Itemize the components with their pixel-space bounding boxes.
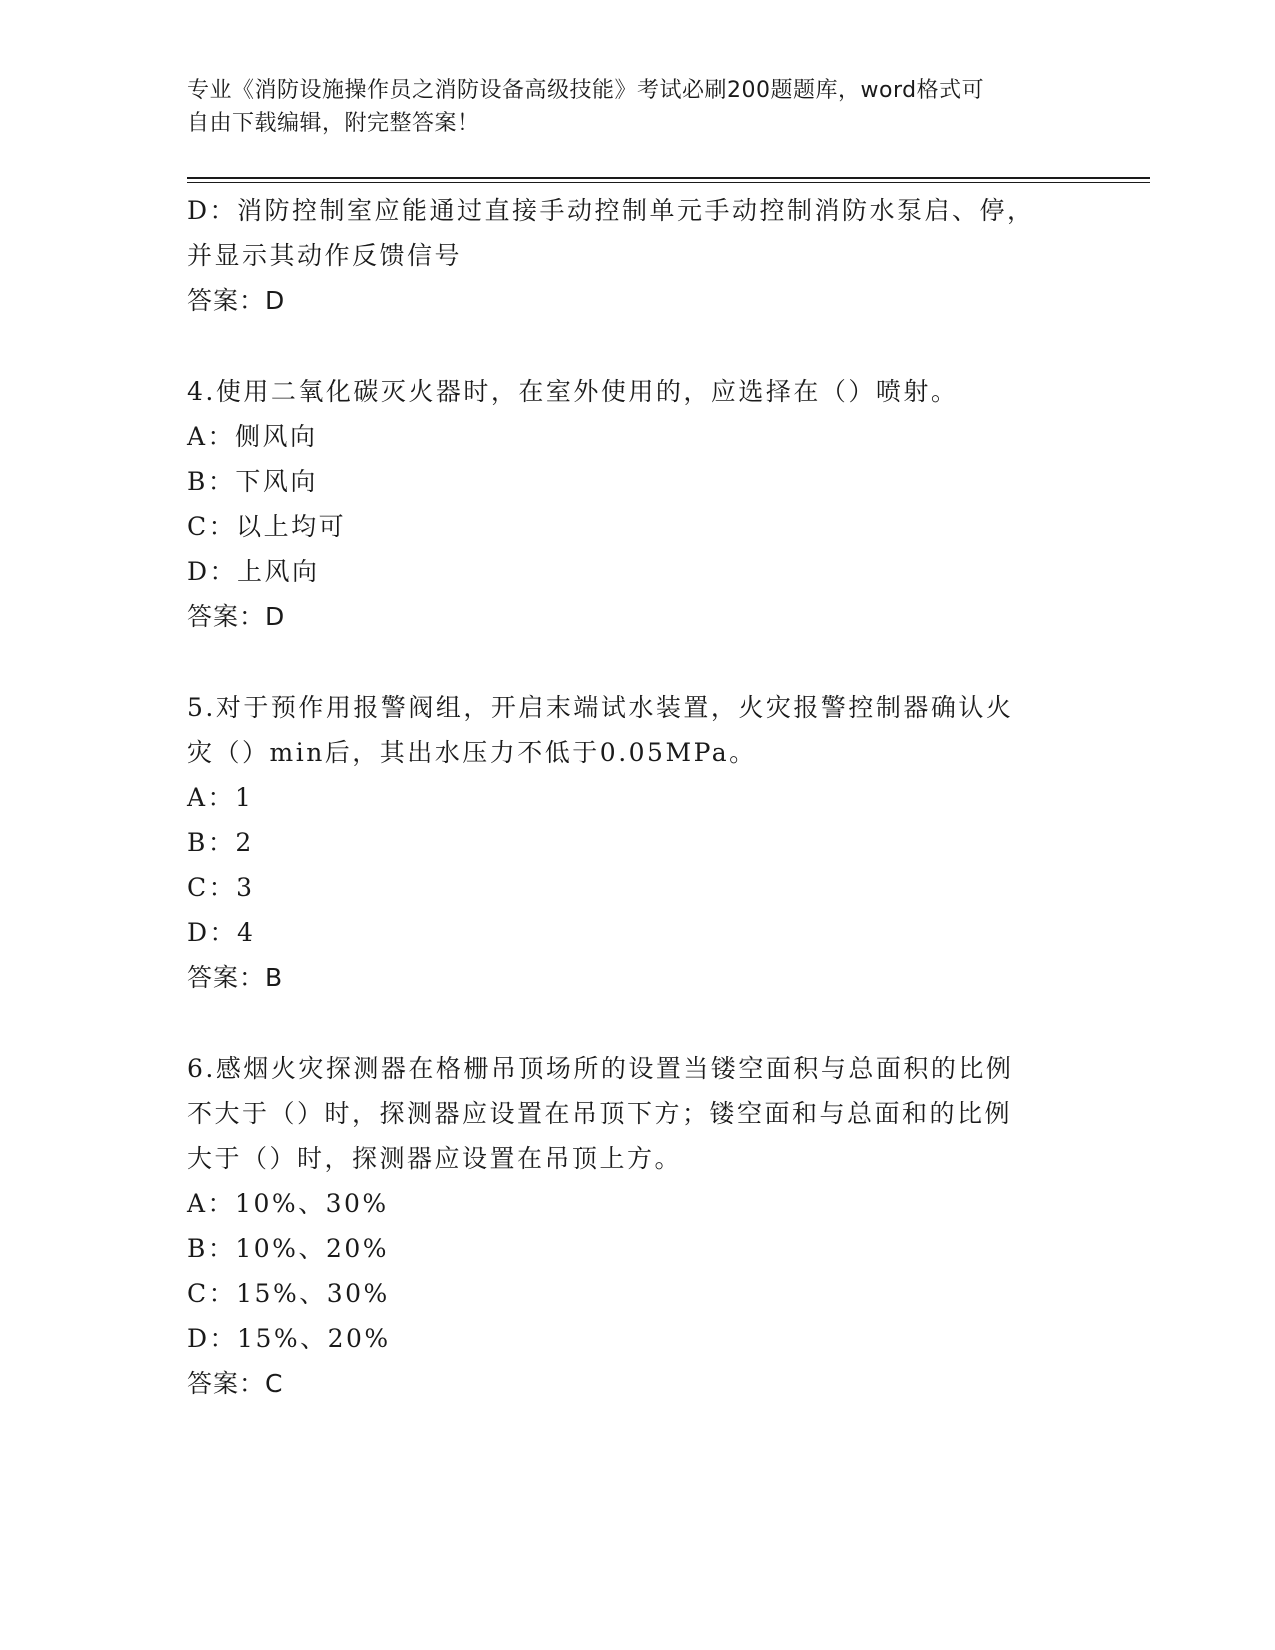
question-6	[187, 1046, 1067, 1406]
question-stem-line-1: 6.感烟火灾探测器在格栅吊顶场所的设置当镂空面积与总面积的比例	[187, 1054, 1014, 1083]
option-a: A：1	[187, 783, 254, 812]
question-4	[187, 369, 1067, 639]
header-line-2: 自由下载编辑，附完整答案！	[187, 111, 480, 136]
question-stem-line-1: 5.对于预作用报警阀组，开启末端试水装置，火灾报警控制器确认火	[187, 693, 1014, 722]
header-line-1: 专业《消防设施操作员之消防设备高级技能》考试必刷200题题库，word格式可	[187, 78, 985, 103]
option-a: A：10%、30%	[187, 1189, 389, 1218]
question-5	[187, 685, 1067, 1000]
option-d: D：15%、20%	[187, 1324, 391, 1353]
answer: 答案：D	[187, 286, 286, 315]
option-b: B：10%、20%	[187, 1234, 390, 1263]
header-divider-thick	[187, 177, 1150, 179]
question-stem-line-2: 灾（）min后，其出水压力不低于0.05MPa。	[187, 738, 757, 767]
option-b: B：2	[187, 828, 254, 857]
option-d-line-1: D：消防控制室应能通过直接手动控制单元手动控制消防水泵启、停，	[187, 196, 1035, 225]
question-stem: 4.使用二氧化碳灭火器时，在室外使用的，应选择在（）喷射。	[187, 377, 959, 406]
option-c: C：15%、30%	[187, 1279, 390, 1308]
option-d: D：上风向	[187, 557, 320, 586]
question-stem-line-2: 不大于（）时，探测器应设置在吊顶下方；镂空面和与总面和的比例	[187, 1099, 1013, 1128]
question-list	[187, 188, 1067, 1406]
header-divider-thin	[187, 182, 1150, 183]
option-d: D：4	[187, 918, 256, 947]
option-d-line-2: 并显示其动作反馈信号	[187, 241, 463, 270]
answer: 答案：C	[187, 1369, 284, 1398]
question-3-continuation	[187, 188, 1067, 323]
answer: 答案：D	[187, 602, 286, 631]
option-a: A：侧风向	[187, 422, 318, 451]
option-b: B：下风向	[187, 467, 318, 496]
question-stem-line-3: 大于（）时，探测器应设置在吊顶上方。	[187, 1144, 683, 1173]
option-c: C：3	[187, 873, 255, 902]
option-c: C：以上均可	[187, 512, 347, 541]
document-header	[187, 74, 1067, 140]
answer: 答案：B	[187, 963, 284, 992]
